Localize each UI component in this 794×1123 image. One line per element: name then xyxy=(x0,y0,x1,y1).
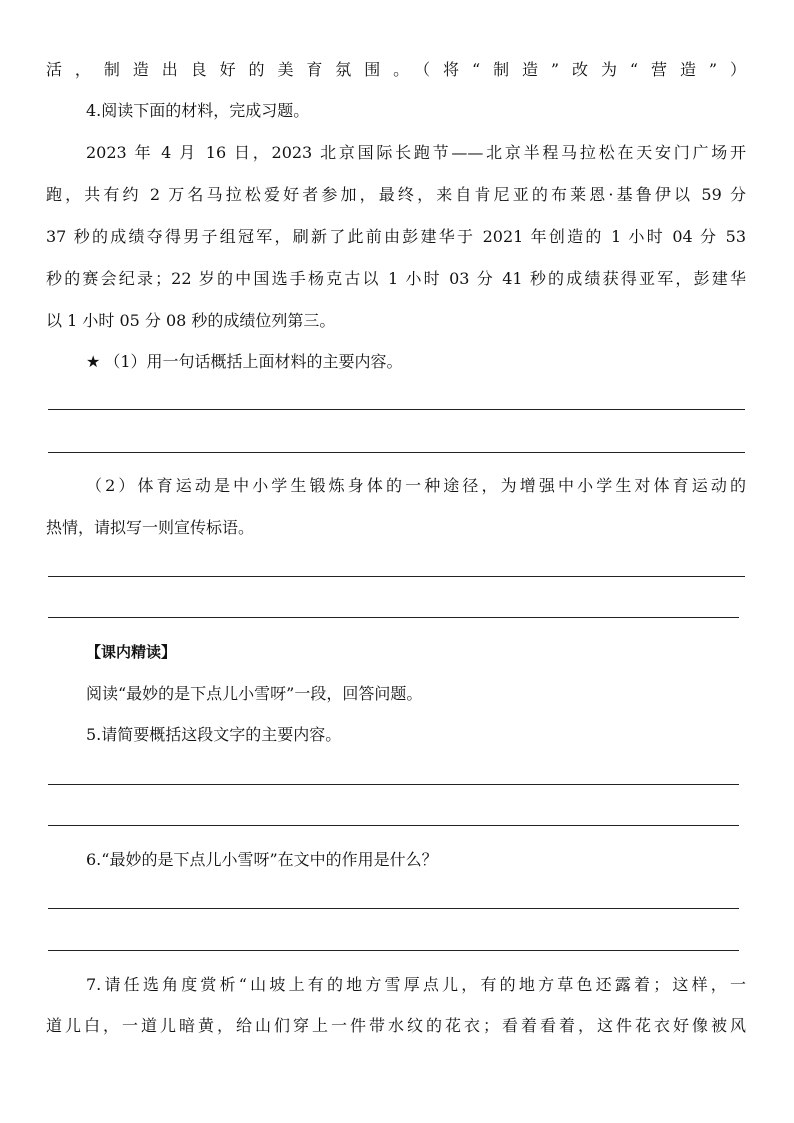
q4-material-line-3: 37 秒的成绩夺得男子组冠军，刷新了此前由彭建华于 2021 年创造的 1 小时 04 分 53 xyxy=(46,227,746,246)
q6-text: 6.“最妙的是下点儿小雪呀”在文中的作用是什么？ xyxy=(86,850,438,869)
q4-material-line-1: 2023 年 4 月 16 日，2023 北京国际长跑节——北京半程马拉松在天安门广场开 xyxy=(86,143,746,162)
intro-line: 活，制造出良好的美育氛围。（将“制造”改为“营造”） xyxy=(46,60,746,79)
q4-sub2-line-1: （2）体育运动是中小学生锻炼身体的一种途径，为增强中小学生对体育运动的 xyxy=(86,476,746,495)
answer-line[interactable] xyxy=(48,576,745,577)
answer-line[interactable] xyxy=(48,617,739,618)
q4-title: 4.阅读下面的材料，完成习题。 xyxy=(86,101,310,120)
q7-line-1: 7.请任选角度赏析“山坡上有的地方雪厚点儿，有的地方草色还露着；这样，一 xyxy=(86,975,746,994)
section-instruction: 阅读“最妙的是下点儿小雪呀”一段，回答问题。 xyxy=(86,684,423,703)
q7-line-2: 道儿白，一道儿暗黄，给山们穿上一件带水纹的花衣；看着看着，这件花衣好像被风 xyxy=(46,1016,746,1035)
answer-line[interactable] xyxy=(48,825,739,826)
q4-sub1-text: （1）用一句话概括上面材料的主要内容。 xyxy=(104,352,403,371)
q5-text: 5.请简要概括这段文字的主要内容。 xyxy=(86,725,342,744)
star-icon: ★ xyxy=(86,352,101,371)
answer-line[interactable] xyxy=(48,452,745,453)
q4-material-line-4: 秒的赛会纪录；22 岁的中国选手杨克古以 1 小时 03 分 41 秒的成绩获得亚军，彭建华 xyxy=(46,269,746,288)
answer-line[interactable] xyxy=(48,908,739,909)
section-heading: 【课内精读】 xyxy=(86,643,177,661)
answer-line[interactable] xyxy=(48,409,745,410)
q4-sub1 xyxy=(86,352,746,372)
q4-material-line-2: 跑，共有约 2 万名马拉松爱好者参加，最终，来自肯尼亚的布莱恩·基鲁伊以 59 分 xyxy=(46,185,746,204)
answer-line[interactable] xyxy=(48,784,739,785)
q4-sub2-line-2: 热情，请拟写一则宣传标语。 xyxy=(46,518,255,537)
answer-line[interactable] xyxy=(48,950,739,951)
q4-material-line-5: 以 1 小时 05 分 08 秒的成绩位列第三。 xyxy=(46,311,336,330)
